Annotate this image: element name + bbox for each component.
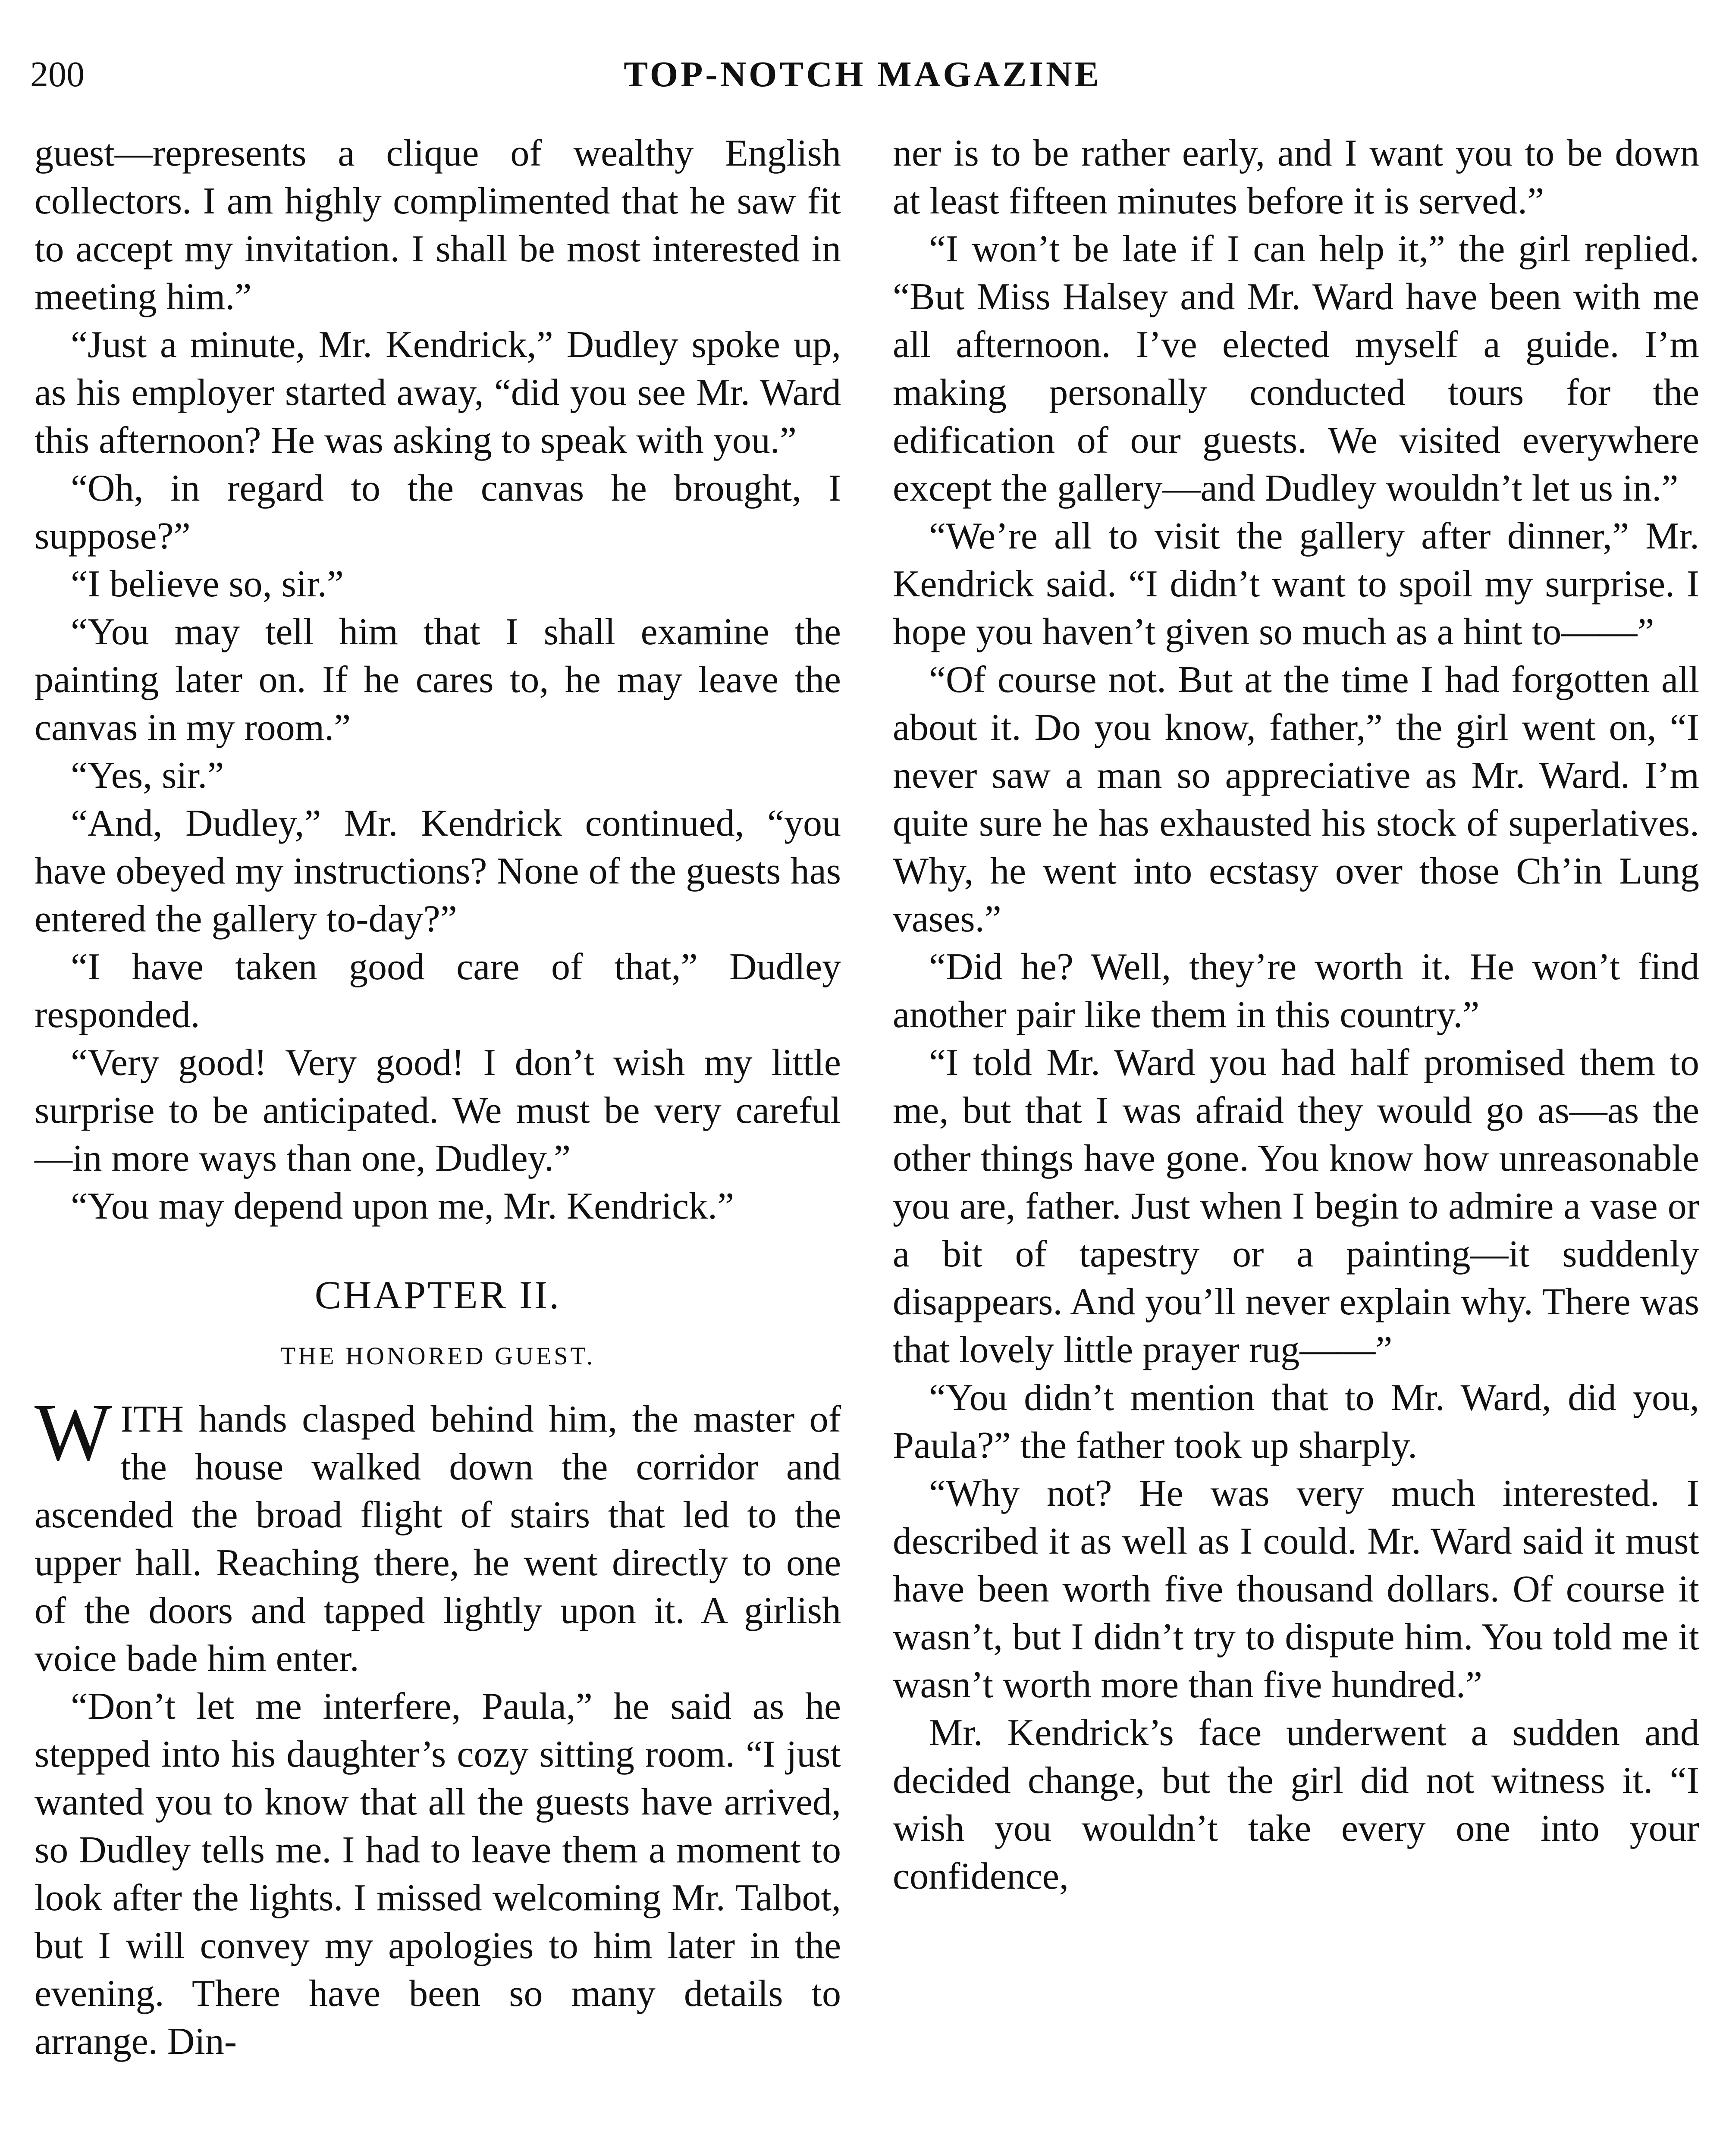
paragraph: “Did he? Well, they’re worth it. He won’t find another pair like them in this country.” [893,946,1699,1036]
paragraph: “Very good! Very good! I don’t wish my little surprise to be anticipated. We must be very careful—in more ways than one, Dudley.” [35,1042,841,1179]
paragraph: “Of course not. But at the time I had forgotten all about it. Do you know, father,” the girl went on, “I never saw a man so appreciative as Mr. Ward. I’m quite sure he has exhausted his stock of superlatives. Why, he went into ecstasy over those Ch’in Lung vases.” [893,659,1699,940]
chapter-subtitle: THE HONORED GUEST. [280,1342,596,1370]
paragraph: “I have taken good care of that,” Dudley responded. [35,946,841,1036]
paragraph: “I won’t be late if I can help it,” the girl replied. “But Miss Halsey and Mr. Ward have been with me all afternoon. I’ve elected myself a guide. I’m making personally conducted tours for the edification of our guests. We visited everywhere except the gallery—and Dudley wouldn’t let us in.” [893,228,1699,509]
chapter-opening-text: ITH hands clasped behind him, the master of the house walked down the corridor and ascended the broad flight of stairs that led to the upper hall. Reaching there, he went directly to one of the doors and tapped lightly upon it. A girlish voice bade him enter. [35,1398,841,1680]
paragraph: “I believe so, sir.” [71,563,344,605]
paragraph: “Oh, in regard to the canvas he brought, I suppose?” [35,467,841,557]
paragraph: “You didn’t mention that to Mr. Ward, did you, Paula?” the father took up sharply. [893,1377,1699,1467]
paragraph: “I told Mr. Ward you had half promised them to me, but that I was afraid they would go as—as the other things have gone. You know how unreasonable you are, father. Just when I begin to admire a vase or a bit of tapestry or a painting—it suddenly disappears. And you’ll never explain why. There was that lovely little prayer rug——” [893,1042,1699,1371]
paragraph: “And, Dudley,” Mr. Kendrick continued, “you have obeyed my instructions? None of the guests has entered the gallery to-day?” [35,802,841,940]
paragraph: guest—represents a clique of wealthy English collectors. I am highly complimented that he saw fit to accept my invitation. I shall be most interested in meeting him.” [35,132,841,318]
chapter-heading: CHAPTER II. [314,1273,561,1317]
paragraph: “We’re all to visit the gallery after dinner,” Mr. Kendrick said. “I didn’t want to spoil my surprise. I hope you haven’t given so much as a hint to——” [893,515,1699,653]
drop-cap: W [35,1387,112,1478]
chapter-opening-paragraph [35,1387,841,1683]
paragraph: “You may tell him that I shall examine the painting later on. If he cares to, he may leave the canvas in my room.” [35,611,841,749]
magazine-title: TOP-NOTCH MAGAZINE [624,54,1102,94]
paragraph: “Why not? He was very much interested. I described it as well as I could. Mr. Ward said it must have been worth five thousand dollars. Of course it wasn’t, but I didn’t try to dispute him. You told me it wasn’t worth more than five hundred.” [893,1473,1699,1706]
page-number: 200 [30,54,85,94]
paragraph: “Yes, sir.” [71,755,224,796]
right-column [893,129,1699,1900]
paragraph: “You may depend upon me, Mr. Kendrick.” [71,1185,734,1227]
page-header [30,51,1695,98]
left-column [35,129,841,2065]
paragraph: “Don’t let me interfere, Paula,” he said as he stepped into his daughter’s cozy sitting room. “I just wanted you to know that all the guests have arrived, so Dudley tells me. I had to leave them a moment to look after the lights. I missed welcoming Mr. Talbot, but I will convey my apologies to him later in the evening. There have been so many details to arrange. Din- [35,1686,841,2062]
paragraph: Mr. Kendrick’s face underwent a sudden and decided change, but the girl did not witness it. “I wish you wouldn’t take every one into your confidence, [893,1712,1699,1897]
paragraph-continuation: ner is to be rather early, and I want you to be down at least fifteen minutes before it is served.” [893,132,1699,222]
paragraph: “Just a minute, Mr. Kendrick,” Dudley spoke up, as his employer started away, “did you see Mr. Ward this afternoon? He was asking to speak with you.” [35,324,841,461]
